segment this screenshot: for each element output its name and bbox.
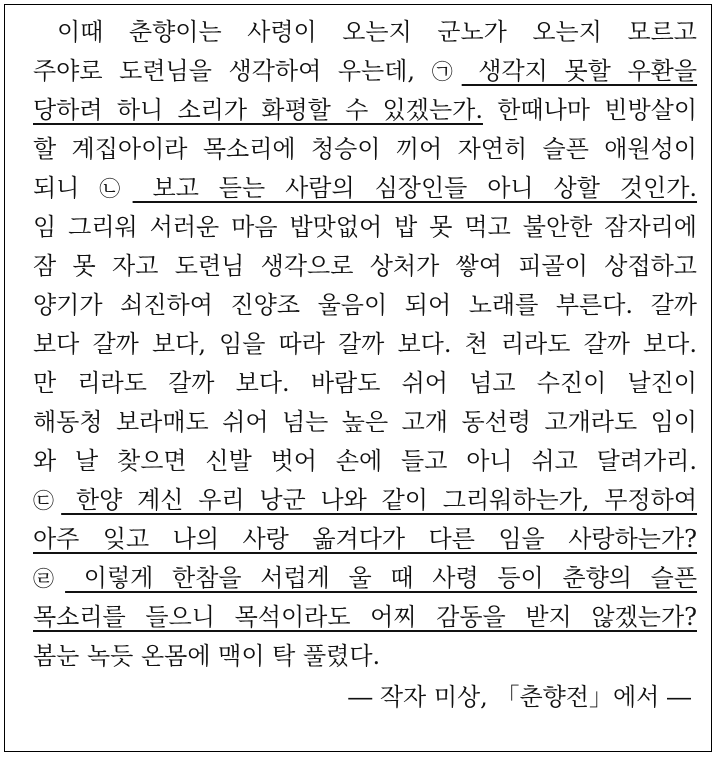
annotation-marker: ㉡	[99, 177, 133, 201]
passage-segment: 양기가 쇠진하여 진양조 울음이 되어 노래를 부른다. 갈까	[33, 291, 697, 319]
source-citation: ― 작자 미상, 「춘향전」에서 ―	[348, 683, 691, 711]
passage-line-5	[33, 169, 697, 208]
annotation-marker: ㉢	[33, 489, 62, 513]
passage-segment: 만 리라도 갈까 보다. 바람도 쉬어 넘고 수진이 날진이	[33, 369, 697, 397]
underlined-passage-segment: 이렇게 한참을 서럽게 울 때 사령 등이 춘향의 슬픈	[65, 564, 698, 592]
passage-line-13	[33, 481, 697, 520]
passage-line-16	[33, 598, 697, 637]
annotation-marker: ㉠	[431, 60, 462, 84]
underlined-passage-segment: 목소리를 들으니 목석이라도 어찌 감동을 받지 않겠는가?	[33, 603, 697, 631]
passage-segment: 봄눈 녹듯 온몸에 맥이 탁 풀렸다.	[33, 642, 381, 670]
passage-line-8	[33, 286, 697, 325]
passage-text	[33, 13, 697, 717]
passage-segment: 주야로 도련님을 생각하여 우는데,	[33, 57, 432, 85]
passage-segment: 보다 갈까 보다, 임을 따라 갈까 보다. 천 리라도 갈까 보다.	[33, 330, 697, 358]
passage-line-7	[33, 247, 697, 286]
passage-segment: 잠 못 자고 도련님 생각으로 상처가 쌓여 피골이 상접하고	[33, 252, 697, 280]
passage-box	[4, 4, 712, 752]
annotation-marker: ㉣	[33, 567, 66, 591]
passage-line-17	[33, 637, 697, 676]
underlined-passage-segment: 보고 듣는 사람의 심장인들 아니 상할 것인가.	[132, 174, 698, 202]
passage-segment: 임 그리워 서러운 마음 밥맛없어 밥 못 먹고 불안한 잠자리에	[33, 213, 697, 241]
passage-segment: 할 계집아이라 목소리에 청승이 끼어 자연히 슬픈 애원성이	[33, 135, 697, 163]
passage-line-15	[33, 559, 697, 598]
passage-line-1	[33, 13, 697, 52]
passage-line-14	[33, 520, 697, 559]
passage-segment: 되니	[33, 174, 100, 202]
underlined-passage-segment: 당하려 하니 소리가 화평할 수 있겠는가.	[33, 96, 483, 124]
passage-segment: 와 날 찾으면 신발 벗어 손에 들고 아니 쉬고 달려가리.	[33, 447, 697, 475]
passage-line-9	[33, 325, 697, 364]
passage-line-10	[33, 364, 697, 403]
passage-line-6	[33, 208, 697, 247]
passage-segment: 이때 춘향이는 사령이 오는지 군노가 오는지 모르고	[57, 18, 697, 46]
passage-line-2	[33, 52, 697, 91]
passage-line-12	[33, 442, 697, 481]
passage-line-3	[33, 91, 697, 130]
underlined-passage-segment: 생각지 못할 우환을	[461, 57, 698, 85]
underlined-passage-segment: 아주 잊고 나의 사랑 옮겨다가 다른 임을 사랑하는가?	[33, 525, 697, 553]
underlined-passage-segment: 한양 계신 우리 낭군 나와 같이 그리워하는가, 무정하여	[61, 486, 698, 514]
passage-line-11	[33, 403, 697, 442]
passage-segment: 한때나마 빈방살이	[482, 96, 697, 124]
passage-line-4	[33, 130, 697, 169]
passage-segment: 해동청 보라매도 쉬어 넘는 높은 고개 동선령 고개라도 임이	[33, 408, 697, 436]
